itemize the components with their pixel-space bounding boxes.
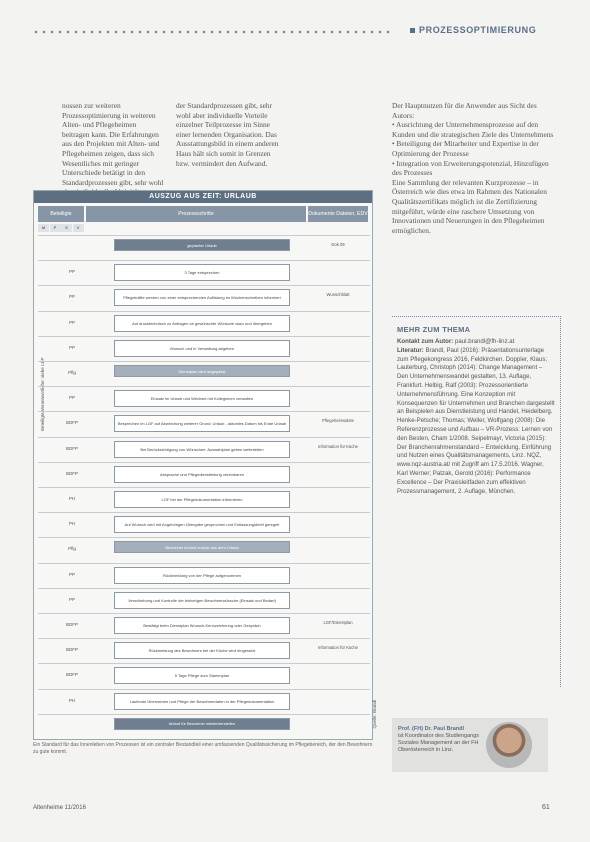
row-document: Pflegeheimsalste <box>322 418 354 424</box>
author-photo <box>486 722 532 768</box>
process-step: Auf drucktechnisch zu Anfragen ob gewünschte Wünsche dazu und übergeben <box>114 315 290 332</box>
col2-text: der Standardprozessen gibt, sehr wohl aber individuelle Vorteile einzelner Teilprozesse im Sinne einer lernenden Organisation. Das Ausstattungsbild in einem anderen Haus hält sich somit in Grenzen bzw. vermindert den Aufwand. <box>176 101 279 168</box>
row-role: BDFP <box>65 622 78 627</box>
literature-label: Literatur: <box>397 346 424 354</box>
row-role: PP <box>68 319 75 325</box>
process-step: Verschiebung und Kontrolle der bisherigen Bewohnerwünsche (Einsatz und Bedarf) <box>114 592 290 609</box>
role-col-header: V <box>73 224 84 232</box>
process-step: Pflegekräfte werden von einer entsprechenden Auflistung im Wochenschreiben informiert <box>114 289 290 306</box>
text-column-1 <box>62 101 164 187</box>
header-roles: Beteiligte <box>38 206 84 222</box>
row-document: LGF/Dienstplan <box>323 620 353 625</box>
col1-text: nossen zur weiteren Prozessoptimierung in weiteren Alten- und Pflegeheimen beitragen kann. Die Erfahrungen aus den Projekten mit Alten- und Pflegeheimen zeigen, dass sich Wesentliches mit geringer Unterschiede betätigt in den Standardprozessen gibt, sehr wohl <box>62 101 164 187</box>
author-bio: ist Koordinator des Studiengangs Soziales Management an der FH Oberösterreich in Linz. <box>398 733 480 753</box>
process-step: 5 Tage Pflege zum Stammplan <box>114 667 290 684</box>
process-step: LGF bei der Pflegedokumentation informieren <box>114 491 290 508</box>
text-column-2 <box>176 101 284 187</box>
process-step: 3 Tage entsprechen <box>114 264 290 281</box>
process-step: Bei Berücksichtigung von Wünschen: Auswahlplan geben weiterleiten <box>114 441 290 458</box>
author-text <box>398 726 480 754</box>
role-col-header: P <box>50 224 61 232</box>
row-role: Pflg <box>68 546 76 552</box>
page-number: 61 <box>542 804 550 811</box>
section-title <box>410 25 536 35</box>
row-document: Dok 09 <box>331 242 345 247</box>
square-icon <box>410 28 415 33</box>
footer-magazine: Altenheime 11/2016 <box>33 805 86 811</box>
row-role: PP <box>68 395 75 401</box>
role-col-header: S <box>61 224 72 232</box>
image-credit: Quelle: Brandl <box>372 700 377 729</box>
header-dots <box>32 30 392 34</box>
vertical-label: Beteiligte/Verantwortliche: siehe LEP <box>40 357 45 431</box>
text-column-3 <box>392 101 558 311</box>
contact-label: Kontakt zum Autor: <box>397 338 454 345</box>
col3-text: Der Hauptnutzen für die Anwender aus Sicht des Autors: • Ausrichtung der Unternehmensprozesse auf den Kunden und die strategischen Ziele des Unternehmens • Beteiligung der Mitarbeiter und Expertise in der Optimierung der Prozesse • Integration von Erweiterungspotenzial, Hinzufügen des Prozesses Eine Sammlung der relevanten Kurzprozesse – in Österreich wie dies etwa im Rahmen des Nationalen Qualitätszertifikats möglich ist die Zertifizierung mitgeführt, würde eine raschere Umsetzung von Innovationen und Neuerungen in den Pflegeheimen ermöglichen. <box>392 101 554 235</box>
process-step: Rückmeldung des Bewohners bei der Küche wird eingesetzt <box>114 642 290 659</box>
row-document: Information für Küche <box>317 645 359 651</box>
row-role: Pflg <box>68 370 76 375</box>
process-step: geplanter Urlaub <box>114 239 290 251</box>
row-role: PP <box>68 294 75 300</box>
author-name: Prof. (FH) Dr. Paul Brandl <box>398 726 465 732</box>
literature-list: Brandl, Paul (2016): Präsentationsunterlage zum Pflegekongress 2016, Feldkirchen. Doppler, Klaus; Lauterburg, Christoph (2014): Change Management – Den Unternehmenswandel gestalten, 13. Auflage, Frankfurt. Helbig, Ralf (2003): Prozessorientierte Unternehmensführung. Eine Konzeption mit Konsequenzen für Unternehmen und Branchen dargestellt an Beispielen aus Dienstleistung und Handel, Heidelberg. Henke-Petsche; Thomas; Weller, Wolfgang (2008): Die Referenzprozesse und Aufbau – VR-Prozess: Lernen von den Besten, Cham 1/2008. Seipelmayr, Victoria (2015): Der Branchenrahmenstandard – Entwicklung, Einführung und Nutzen eines Qualitätsmanagements, Linz. NQZ, www.nqz-austria.at/ mit Zugriff am 17.5.2016. Wagner, Karl Werner; Patzak, Gerold (2016): Performance Excellence – Der Praxisleitfaden zum effektiven Prozessmanagement, 2. Auflage, München. <box>397 346 555 495</box>
process-step: Einsatz im Urlaub und Wechsel mit Kolleginnen verwalten <box>114 390 290 407</box>
role-col-header: M <box>38 224 49 232</box>
process-step: Bewohner kommt zurück aus dem Urlaub <box>114 541 290 553</box>
row-role: PP <box>68 596 75 602</box>
header-docs: Dokumente Dateien, EDV <box>308 206 368 222</box>
row-role: BDFP <box>65 647 78 653</box>
sidebar-title: MEHR ZUM THEMA <box>397 325 471 334</box>
row-role: BDFP <box>65 470 78 476</box>
process-flowchart <box>33 190 373 740</box>
row-document: Information für Küche <box>317 443 359 449</box>
contact-email[interactable]: paul.brandl@fh-linz.at <box>455 338 515 345</box>
sidebar-text <box>397 338 555 496</box>
row-role: PP <box>68 344 75 350</box>
section-title-text: PROZESSOPTIMIERUNG <box>419 25 537 35</box>
row-document: Wunschblatt <box>326 292 350 298</box>
row-role: PH <box>68 496 76 501</box>
row-role: PP <box>68 571 75 577</box>
process-step: Wunsch und in Verwaltung abgeben <box>114 340 290 357</box>
chart-title: AUSZUG AUS ZEIT: URLAUB <box>34 191 372 203</box>
process-step: Dienstplan wird angepasst <box>114 365 290 377</box>
process-step: Absprache und Pflegedienstleitung vereinbaren <box>114 466 290 483</box>
row-role: BDFP <box>65 672 78 678</box>
row-role: PP <box>68 269 75 275</box>
process-step: Laufende Übernahme und Pflege der Bewohnerdaten in der Pflegedokumentation <box>114 693 290 710</box>
process-step: Auf Wunsch wird mit Angehörigen Übergabe gesprochen und Entlassungsbrief geregelt <box>114 516 290 533</box>
process-step: Ablauf für Bewohner wiederherstellen <box>114 718 290 730</box>
header-steps: Prozessschritte <box>86 206 306 222</box>
chart-caption: Ein Standard für das Innenleben von Prozessen ist ein zentraler Bestandteil einer umfassenden Qualitätssicherung im Pflegebereich, der den Bewohnern zu gute kommt. <box>33 742 373 755</box>
row-role: BDFP <box>65 445 78 451</box>
row-role: PH <box>68 521 76 527</box>
process-step: Rückmeldung von der Pflege aufgenommen <box>114 567 290 584</box>
row-role: BDFP <box>65 420 78 426</box>
process-step: Bestätigt beim Dienstplan Wunsch-Kennzeichnung oder Gespräch <box>114 617 290 634</box>
process-step: Besprechen im LGF auf Abweichung weiterer Grund: Urlaub - aktuelles Datum bis Ende Urlaub <box>114 415 290 432</box>
row-role: PH <box>68 697 76 703</box>
